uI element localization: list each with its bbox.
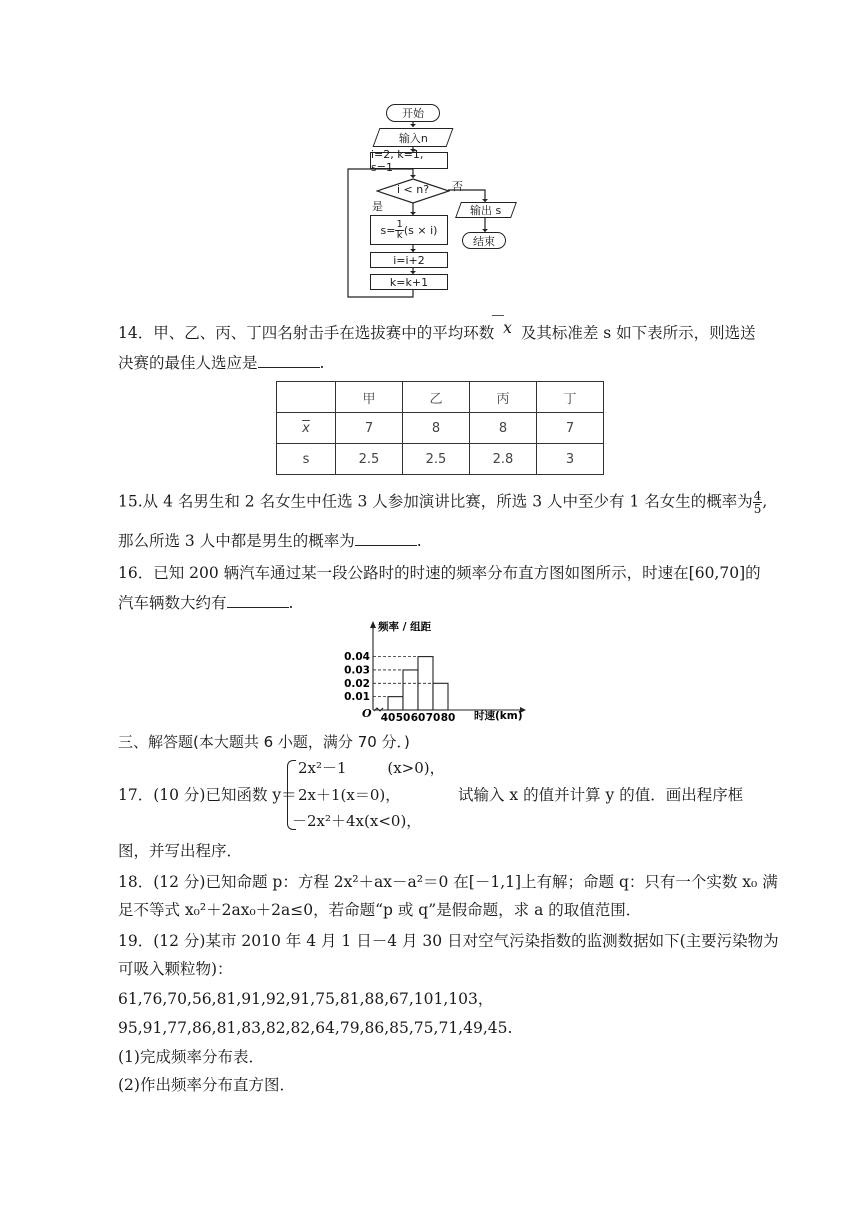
y-tick-label: 0.01 (344, 691, 370, 704)
q16-text: 汽车辆数大约有 (118, 594, 227, 612)
q15-answer-blank[interactable] (355, 531, 417, 546)
assign-k-label: k=k+1 (389, 275, 429, 289)
flowchart-assign-i (370, 252, 448, 268)
flowchart-input-label: 输入n (398, 131, 428, 145)
assign-s-num: 1 (396, 218, 403, 230)
q17-case1 (298, 757, 445, 778)
flowchart-input (373, 128, 454, 147)
flowchart-yes-label: 是 (372, 200, 383, 213)
assign-s-prefix: s= (380, 223, 396, 237)
table-row-label: s (277, 444, 336, 475)
assign-i-label: i=i+2 (393, 253, 425, 267)
q19-data2: 95,91,77,86,81,83,82,82,64,79,86,85,75,71,49,45. (118, 1019, 513, 1037)
y-tick-label: 0.04 (344, 651, 370, 664)
flowchart-init (370, 147, 448, 174)
y-tick-label: 0.03 (344, 664, 370, 677)
q19-part2: (2)作出频率分布直方图． (118, 1076, 295, 1094)
table-header-cell: 乙 (403, 382, 470, 413)
q15-frac-den: 5 (753, 502, 762, 516)
assign-s-suffix: (s × i) (403, 223, 438, 237)
table-header-cell: 甲 (336, 382, 403, 413)
q17-line2: 图，并写出程序． (118, 842, 243, 860)
x-axis-title: 时速(km) (474, 710, 523, 722)
q18-line2: 足不等式 x₀²＋2ax₀＋2a≤0，若命题“p 或 q”是假命题，求 a 的取值范围． (118, 901, 642, 919)
flowchart-output (455, 202, 517, 218)
section3-heading: 三、解答题(本大题共 6 小题，满分 70 分．) (118, 733, 410, 751)
q15-line2-end: . (416, 532, 422, 550)
flowchart-no-label: 否 (452, 180, 463, 193)
q19-line1: 19．(12 分)某市 2010 年 4 月 1 日－4 月 30 日对空气污染指数的监测数据如下(主要污染物为 (118, 932, 779, 950)
xbar-label: $\overline{x}$ (302, 420, 310, 436)
flowchart-end (462, 232, 506, 249)
q14-text-a: 14．甲、乙、丙、丁四名射击手在选拔赛中的平均环数 (118, 324, 495, 342)
table-cell: 2.5 (336, 444, 403, 475)
histogram-bar (403, 670, 418, 710)
table-cell: 3 (537, 444, 604, 475)
table-cell: 7 (336, 413, 403, 444)
table-cell: 2.8 (470, 444, 537, 475)
q16-answer-blank[interactable] (227, 593, 289, 608)
q19-data1: 61,76,70,56,81,91,92,91,75,81,88,67,101,103， (118, 990, 494, 1008)
table-cell: 7 (537, 413, 604, 444)
flowchart-start (386, 104, 440, 122)
origin-label: O (362, 707, 372, 720)
q19-line2: 可吸入颗粒物)： (118, 960, 233, 978)
q14-line1 (118, 319, 756, 344)
q14-line2 (118, 352, 324, 374)
histogram-bar (388, 697, 403, 710)
q17-case3: －2x²＋4x(x<0)， (292, 812, 422, 830)
table-header-cell: 丙 (470, 382, 537, 413)
q16-line2-end: . (288, 594, 294, 612)
q16-line1: 16．已知 200 辆汽车通过某一段公路时的时速的频率分布直方图如图所示，时速在[60,70]的 (118, 564, 761, 582)
flowchart-start-label: 开始 (402, 107, 424, 120)
flowchart-condition-label: i < n? (396, 183, 430, 196)
x-tick-label: 80 (440, 712, 456, 724)
q19-part1: (1)完成频率分布表． (118, 1048, 264, 1066)
table-header-cell: 丁 (537, 382, 604, 413)
q17-prefix: 17．(10 分)已知函数 y＝ (118, 786, 297, 804)
q14-answer-blank[interactable] (258, 353, 320, 368)
table-row (277, 413, 604, 444)
table-cell: 8 (470, 413, 537, 444)
y-axis-title: 频率 / 组距 (378, 621, 432, 633)
x-tick-label: 60 (410, 712, 426, 724)
table-header-row (277, 382, 604, 413)
table-cell: 8 (403, 413, 470, 444)
flowchart-output-label: 输出 s (470, 204, 502, 217)
flowchart-end-label: 结束 (473, 234, 495, 248)
flowchart-init-label: i=2, k=1, s=1 (371, 147, 424, 174)
table-row-label (277, 413, 336, 444)
xbar-overline-mark (492, 315, 504, 316)
x-tick-label: 70 (425, 712, 441, 724)
table-header-cell (277, 382, 336, 413)
q15-line2 (118, 530, 422, 552)
x-tick-label: 40 (380, 712, 396, 724)
q14-xbar-symbol: x (503, 319, 512, 337)
q14-text-b: 及其标准差 s 如下表所示，则选送 (520, 324, 756, 342)
q17-suffix: 试输入 x 的值并计算 y 的值．画出程序框 (458, 786, 744, 804)
q17-case1-expr: 2x²－1 (298, 759, 347, 777)
q16-line2 (118, 592, 293, 614)
q15-frac-num: 4 (753, 489, 762, 503)
q14-stats-table (276, 381, 604, 475)
q17-case1-cond: (x>0)， (387, 759, 445, 777)
q14-text-c: 决赛的最佳人选应是 (118, 354, 258, 372)
flowchart-assign-s (370, 215, 448, 245)
q15-line1-end: , (762, 492, 768, 511)
y-tick-label: 0.02 (344, 677, 370, 690)
q18-line1: 18．(12 分)已知命题 p：方程 2x²＋ax－a²＝0 在[－1,1]上有解；命题 q：只有一个实数 x₀ 满 (118, 873, 778, 891)
q15-line1 (118, 490, 767, 515)
histogram-bar (433, 683, 448, 710)
y-axis-arrow (370, 621, 376, 628)
q17-case2: 2x＋1(x＝0)， (298, 786, 401, 804)
table-cell: 2.5 (403, 444, 470, 475)
histogram-chart (340, 616, 530, 724)
assign-s-den: k (396, 229, 403, 241)
q15-text: 15.从 4 名男生和 2 名女生中任选 3 人参加演讲比赛，所选 3 人中至少有 1 名女生的概率为 (118, 492, 753, 511)
q15-fraction (753, 490, 763, 515)
q15-text-2: 那么所选 3 人中都是男生的概率为 (118, 532, 355, 550)
q14-line2-end: . (319, 354, 325, 372)
assign-s-fraction (395, 220, 403, 241)
x-tick-label: 50 (395, 712, 411, 724)
table-row (277, 444, 604, 475)
flowchart-assign-k (370, 274, 448, 290)
